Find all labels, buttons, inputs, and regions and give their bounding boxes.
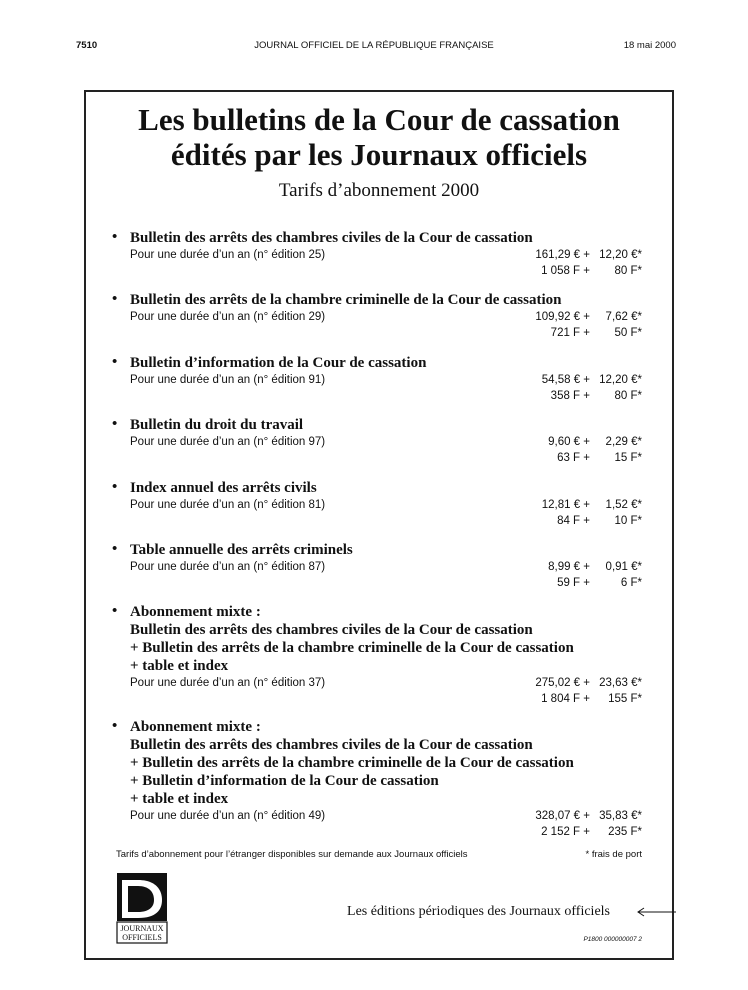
- item-title: Index annuel des arrêts civils: [130, 480, 317, 496]
- price-euro: 8,99 € +: [548, 561, 590, 573]
- bullet: •: [112, 718, 118, 734]
- page-number: 7510: [76, 40, 98, 51]
- item-title: Table annuelle des arrêts criminels: [130, 542, 353, 558]
- price-euro: 275,02 € +: [535, 677, 590, 689]
- item-prices: [492, 247, 642, 279]
- port-euro: 1,52 €*: [605, 499, 642, 511]
- port-franc: 15 F*: [614, 452, 642, 464]
- item-duration: Pour une durée d’un an (n° édition 25): [130, 249, 326, 261]
- price-franc: 1 804 F +: [541, 693, 590, 705]
- item-title: + Bulletin d’information de la Cour de cassation: [130, 773, 439, 789]
- item-duration: Pour une durée d’un an (n° édition 97): [130, 436, 326, 448]
- bullet: •: [112, 541, 118, 557]
- price-euro: 161,29 € +: [535, 249, 590, 261]
- list-item: [112, 479, 642, 527]
- port-franc: 50 F*: [614, 327, 642, 339]
- item-duration: Pour une durée d’un an (n° édition 29): [130, 311, 326, 323]
- item-prices: [492, 808, 642, 840]
- item-prices: [492, 497, 642, 529]
- bullet: •: [112, 291, 118, 307]
- port-euro: 2,29 €*: [605, 436, 642, 448]
- list-item: [112, 416, 642, 464]
- port-euro: 35,83 €*: [599, 810, 642, 822]
- item-title: + table et index: [130, 791, 229, 807]
- bullet: •: [112, 416, 118, 432]
- item-title: Bulletin du droit du travail: [130, 417, 304, 433]
- list-item: [112, 603, 642, 705]
- price-euro: 12,81 € +: [541, 499, 590, 511]
- bullet: •: [112, 479, 118, 495]
- item-duration: Pour une durée d’un an (n° édition 87): [130, 561, 326, 573]
- item-title: Bulletin des arrêts de la chambre criminelle de la Cour de cassation: [130, 292, 562, 308]
- item-title: + Bulletin des arrêts de la chambre criminelle de la Cour de cassation: [130, 755, 574, 771]
- price-franc: 84 F +: [557, 515, 590, 527]
- item-prices: [492, 434, 642, 466]
- editions-caption: Les éditions périodiques des Journaux officiels: [347, 904, 610, 919]
- price-franc: 1 058 F +: [541, 265, 590, 277]
- port-franc: 6 F*: [620, 577, 642, 589]
- port-euro: 23,63 €*: [599, 677, 642, 689]
- item-prices: [492, 372, 642, 404]
- item-prices: [492, 675, 642, 707]
- advert-title-line1: Les bulletins de la Cour de cassation: [138, 102, 620, 137]
- item-prices: [492, 559, 642, 591]
- arrow-left-icon: [636, 905, 676, 919]
- item-duration: Pour une durée d’un an (n° édition 49): [130, 810, 326, 822]
- reference-code: P1800 000000007 2: [583, 936, 642, 943]
- item-title: Bulletin des arrêts des chambres civiles de la Cour de cassation: [130, 230, 533, 246]
- foreign-rates-note: Tarifs d’abonnement pour l’étranger disponibles sur demande aux Journaux officiels: [116, 849, 468, 860]
- advert-subtitle: Tarifs d’abonnement 2000: [278, 180, 480, 201]
- item-title: + Bulletin des arrêts de la chambre criminelle de la Cour de cassation: [130, 640, 574, 656]
- bullet: •: [112, 229, 118, 245]
- item-prices: [492, 309, 642, 341]
- journal-title: JOURNAL OFFICIEL DE LA RÉPUBLIQUE FRANÇAISE: [254, 40, 494, 51]
- list-item: [112, 541, 642, 589]
- port-franc: 80 F*: [614, 265, 642, 277]
- port-franc: 155 F*: [608, 693, 642, 705]
- price-franc: 358 F +: [550, 390, 590, 402]
- shipping-note: * frais de port: [585, 849, 642, 860]
- bullet: •: [112, 354, 118, 370]
- price-franc: 59 F +: [557, 577, 590, 589]
- port-franc: 80 F*: [614, 390, 642, 402]
- item-duration: Pour une durée d’un an (n° édition 91): [130, 374, 326, 386]
- price-franc: 63 F +: [557, 452, 590, 464]
- advert-title-line2: édités par les Journaux officiels: [170, 137, 588, 172]
- item-duration: Pour une durée d’un an (n° édition 81): [130, 499, 326, 511]
- item-title: Bulletin des arrêts des chambres civiles de la Cour de cassation: [130, 737, 533, 753]
- list-item: [112, 718, 642, 838]
- bullet: •: [112, 603, 118, 619]
- list-item: [112, 354, 642, 402]
- price-euro: 328,07 € +: [535, 810, 590, 822]
- port-euro: 12,20 €*: [599, 249, 642, 261]
- item-title: Bulletin des arrêts des chambres civiles de la Cour de cassation: [130, 622, 533, 638]
- list-item: [112, 229, 642, 277]
- item-title: Abonnement mixte :: [130, 604, 261, 620]
- item-title: Bulletin d’information de la Cour de cassation: [130, 355, 427, 371]
- item-title: + table et index: [130, 658, 229, 674]
- port-franc: 10 F*: [614, 515, 642, 527]
- port-euro: 0,91 €*: [605, 561, 642, 573]
- price-franc: 721 F +: [550, 327, 590, 339]
- port-euro: 12,20 €*: [599, 374, 642, 386]
- svg-text:OFFICIELS: OFFICIELS: [122, 933, 162, 942]
- price-euro: 109,92 € +: [535, 311, 590, 323]
- list-item: [112, 291, 642, 339]
- port-franc: 235 F*: [608, 826, 642, 838]
- item-duration: Pour une durée d’un an (n° édition 37): [130, 677, 326, 689]
- price-euro: 54,58 € +: [541, 374, 590, 386]
- item-title: Abonnement mixte :: [130, 719, 261, 735]
- issue-date: 18 mai 2000: [623, 40, 676, 51]
- svg-text:JOURNAUX: JOURNAUX: [120, 924, 164, 933]
- price-franc: 2 152 F +: [541, 826, 590, 838]
- port-euro: 7,62 €*: [605, 311, 642, 323]
- price-euro: 9,60 € +: [548, 436, 590, 448]
